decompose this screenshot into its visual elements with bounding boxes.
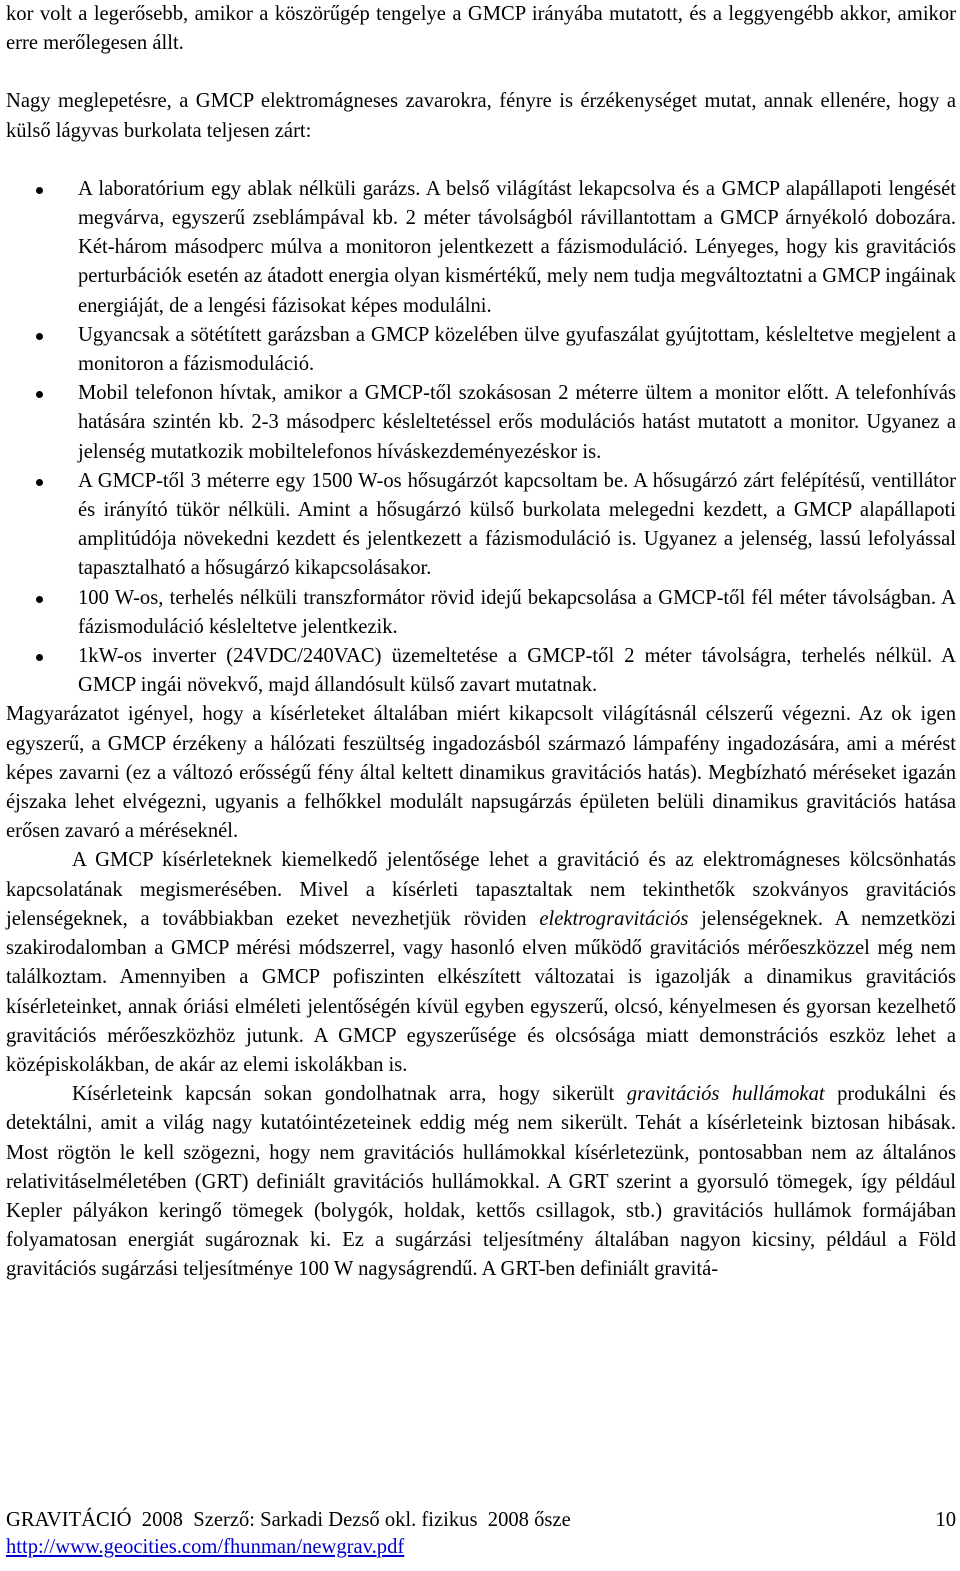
bullet-icon [36,596,43,603]
footer-row [6,1507,956,1534]
list-item: 100 W-os, terhelés nélküli transzformátor rövid idejű bekapcsolása a GMCP-től fél méter távolságban. A fázismoduláció késleltetve jelentkezik. [78,584,956,642]
list-item: 1kW-os inverter (24VDC/240VAC) üzemeltetése a GMCP-től 2 méter távolságra, terhelés nélkül. A GMCP ingái növekvő, majd állandósult külső zavart mutatnak. [78,642,956,700]
paragraph-intro: Nagy meglepetésre, a GMCP elektromágneses zavarokra, fényre is érzékenységet mutat, annak ellenére, hogy a külső lágyvas burkolata teljesen zárt: [6,90,956,142]
paragraph-explanation: Magyarázatot igényel, hogy a kísérleteket általában miért kikapcsolt világításnál célszerű végezni. Az ok igen egyszerű, a GMCP érzékeny a hálózati feszültség ingadozásból származó lámpafény ingadozására, ami a mérést képes zavarni (ez a változó erősségű fény által keltett dinamikus gravitációs hatás). Megbízható méréseket igazán éjszaka lehet elvégezni, ugyanis a felhőkkel modulált napsugárzás épületen belüli dinamikus gravitációs hatása erősen zavaró a méréseknél. [6,703,956,843]
bullet-icon [36,187,43,194]
paragraph-continuation: kor volt a legerősebb, amikor a köszörűgép tengelye a GMCP irányába mutatott, és a leggyengébb akkor, amikor erre merőlegesen állt. [6,3,956,55]
page-footer [6,1507,956,1561]
list-item: A GMCP-től 3 méterre egy 1500 W-os hősugárzót kapcsoltam be. A hősugárzó zárt felépítésű, ventillátor és irányító tükör nélküli. Amint a hősugárzó külső burkolata melegedni kezdett, a GMCP alapállapoti amplitúdója növekedni kezdett és jelentkezett a fázismoduláció is. Ugyanez a jelenség, lassú lefolyással tapasztalható a hősugárzó kikapcsolásakor. [78,467,956,584]
page-number: 10 [935,1509,956,1531]
list-item: A laboratórium egy ablak nélküli garázs. A belső világítást lekapcsolva és a GMCP alapállapoti lengését megvárva, egyszerű zseblámpával kb. 2 méter távolságból rávillantottam a GMCP árnyékoló dobozára. Két-három másodperc múlva a monitoron jelentkezett a fázismoduláció. Lényeges, hogy kis gravitációs perturbációk esetén az átadott energia olyan kismértékű, mely nem tudja megváltoztatni a GMCP ingáinak energiáját, de a lengési fázisokat képes modulálni. [78,175,956,321]
body-text [6,0,956,1285]
bullet-icon [36,391,43,398]
bullet-icon [36,479,43,486]
experiment-list [6,175,956,701]
list-item: Ugyancsak a sötétített garázsban a GMCP közelében ülve gyufaszálat gyújtottam, késleltetve megjelent a monitoron a fázismoduláció. [78,321,956,379]
footer-url[interactable]: http://www.geocities.com/fhunman/newgrav.pdf [6,1536,405,1558]
paragraph-significance: A GMCP kísérleteknek kiemelkedő jelentősége lehet a gravitáció és az elektromágneses kölcsönhatás kapcsolatának megismerésében. Mivel a kísérleti tapasztaltak nem tekinthetők szokványos gravitációs jelenségeknek, a továbbiakban ezeket nevezhetjük röviden elektrogravitációs jelenségeknek. A nemzetközi szakirodalomban a GMCP mérési módszerrel, vagy hasonló elven működő gravitációs mérőeszközzel még nem találkoztam. Amennyiben a GMCP pofiszinten elkészített változatai is igazolják a dinamikus gravitációs kísérleteinket, annak óriási elméleti jelentőségén kívül egyben egyszerű, olcsó, kényelmesen és gyorsan kezelhető gravitációs mérőeszközhöz jutunk. A GMCP egyszerűsége és olcsósága miatt demonstrációs eszköz lehet a középiskolákban, de akár az elemi iskolákban is. [6,849,956,1076]
bullet-icon [36,654,43,661]
bullet-icon [36,333,43,340]
footer-citation: GRAVITÁCIÓ 2008 Szerző: Sarkadi Dezső okl. fizikus 2008 ősze [6,1509,571,1531]
list-item: Mobil telefonon hívtak, amikor a GMCP-től szokásosan 2 méterre ültem a monitor előtt. A telefonhívás hatására szintén kb. 2-3 másodperc késleltetéssel erős modulációs hatást mutatott a monitor. Ugyanez a jelenség mutatkozik mobiltelefonos híváskezdeményezéskor is. [78,379,956,467]
paragraph-gravitational-waves: Kísérleteink kapcsán sokan gondolhatnak arra, hogy sikerült gravitációs hullámokat produkálni és detektálni, amit a világ nagy kutatóintézeteinek eddig még nem sikerült. Tehát a kísérleteink biztosan hibásak. Most rögtön le kell szögezni, hogy nem gravitációs hullámokkal kísérletezünk, pontosabban nem az általános relativitáselméletében (GRT) definiált gravitációs hullámokkal. A GRT szerint a gyorsuló tömegek, így például Kepler pályákon keringő tömegek (bolygók, holdak, kettős csillagok, stb.) gravitációs hullámok formájában folyamatosan energiát sugároznak ki. Ez a sugárzási teljesítmény általában nagyon kicsiny, például a Föld gravitációs sugárzási teljesítménye 100 W nagyságrendű. A GRT-ben definiált gravitá- [6,1083,956,1281]
